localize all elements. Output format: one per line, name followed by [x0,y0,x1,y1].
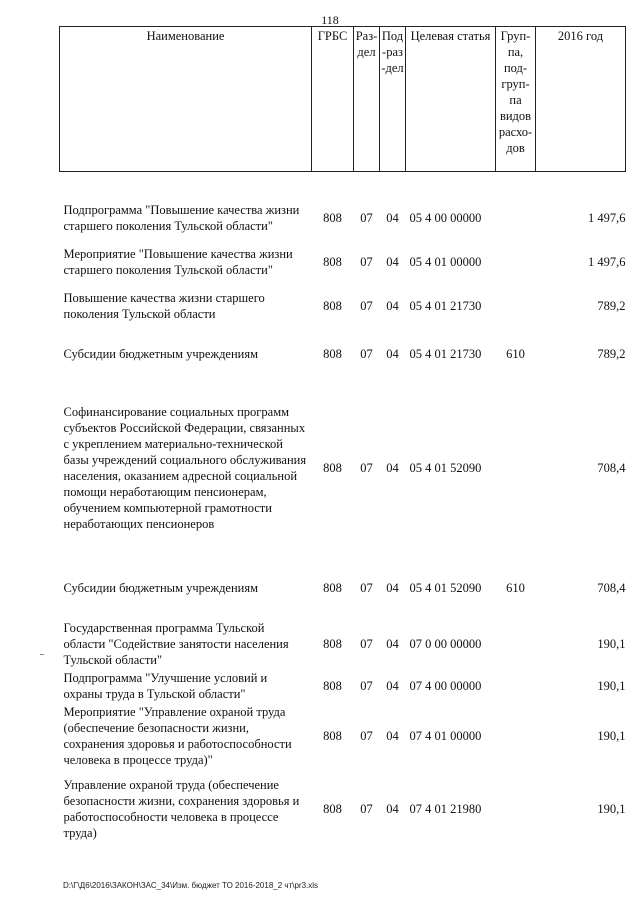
budget-table [59,26,626,848]
row-celevaya: 05 4 01 21730 [409,299,482,313]
row-gruppa [496,194,536,242]
row-gruppa [496,378,536,558]
row-podrazdel: 04 [386,581,399,595]
row-amount: 190,1 [597,679,626,693]
row-podrazdel: 04 [386,802,399,816]
row-grbs: 808 [323,581,342,595]
row-name: Подпрограмма "Улучшение условий и охраны труда в Тульской области" [63,671,268,701]
row-podrazdel: 04 [386,211,399,225]
table-row [60,330,626,378]
header-grbs: ГРБС [312,27,354,172]
row-podrazdel: 04 [386,461,399,475]
row-grbs: 808 [323,255,342,269]
row-celevaya: 07 4 01 21980 [409,802,482,816]
row-gruppa: 610 [506,581,525,595]
header-razdel: Раз-дел [354,27,380,172]
row-name: Управление охраной труда (обеспечение безопасности жизни, сохранения здоровья и работоспособности человека в процессе труда) [63,778,300,840]
table-row [60,558,626,618]
row-razdel: 07 [360,461,373,475]
row-grbs: 808 [323,802,342,816]
row-amount: 190,1 [597,729,626,743]
row-razdel: 07 [360,802,373,816]
row-grbs: 808 [323,729,342,743]
row-podrazdel: 04 [386,679,399,693]
row-celevaya: 05 4 01 00000 [409,255,482,269]
row-amount: 789,2 [597,299,626,313]
row-name: Субсидии бюджетным учреждениям [63,581,259,595]
row-amount: 190,1 [597,637,626,651]
row-amount: 1 497,6 [588,255,626,269]
page-number: 118 [321,13,339,27]
row-amount: 1 497,6 [588,211,626,225]
table-row [60,378,626,558]
row-grbs: 808 [323,299,342,313]
row-grbs: 808 [323,211,342,225]
row-razdel: 07 [360,255,373,269]
header-year: 2016 год [536,27,626,172]
row-podrazdel: 04 [386,255,399,269]
row-razdel: 07 [360,211,373,225]
row-razdel: 07 [360,729,373,743]
table-row [60,194,626,242]
row-grbs: 808 [323,637,342,651]
row-celevaya: 05 4 01 52090 [409,581,482,595]
row-name: Мероприятие "Повышение качества жизни старшего поколения Тульской области" [63,247,293,277]
table-row [60,670,626,702]
row-gruppa: 610 [506,347,525,361]
row-podrazdel: 04 [386,299,399,313]
table-row [60,242,626,282]
header-gruppa: Груп-па, под-груп-па видов расхо-дов [496,27,536,172]
row-celevaya: 07 4 01 00000 [409,729,482,743]
row-celevaya: 07 0 00 00000 [409,637,482,651]
row-gruppa [496,282,536,330]
row-name: Повышение качества жизни старшего поколения Тульской области [63,291,265,321]
row-amount: 708,4 [597,581,626,595]
table-body [60,172,626,849]
row-gruppa [496,618,536,670]
row-name: Софинансирование социальных программ субъектов Российской Федерации, связанных с укреплением материально-технической базы учреждений социального обслуживания населения, оказанием адресной социальной помощи неработающим пенсионерам, обучением компьютерной грамотности неработающих пенсионеров [63,405,307,531]
row-gruppa [496,702,536,770]
table-row [60,702,626,770]
row-amount: 708,4 [597,461,626,475]
row-razdel: 07 [360,347,373,361]
row-gruppa [496,242,536,282]
row-name: Подпрограмма "Повышение качества жизни старшего поколения Тульской области" [63,203,300,233]
row-celevaya: 05 4 01 21730 [409,347,482,361]
row-celevaya: 05 4 01 52090 [409,461,482,475]
row-celevaya: 05 4 00 00000 [409,211,482,225]
row-name: Мероприятие "Управление охраной труда (обеспечение безопасности жизни, сохранения здоровья и работоспособности человека в процессе труда)" [63,705,292,767]
table-row [60,618,626,670]
scan-mark [40,654,44,655]
row-razdel: 07 [360,299,373,313]
row-razdel: 07 [360,679,373,693]
row-grbs: 808 [323,461,342,475]
row-name: Субсидии бюджетным учреждениям [63,347,259,361]
table-header-row [60,27,626,172]
row-grbs: 808 [323,679,342,693]
row-amount: 190,1 [597,802,626,816]
row-podrazdel: 04 [386,729,399,743]
table-row [60,770,626,848]
file-path-footer: D:\Г\Д6\2016\ЗАКОН\ЗАС_34\Изм. бюджет ТО 2016-2018_2 чт\pr3.xls [63,881,319,890]
row-grbs: 808 [323,347,342,361]
header-name: Наименование [60,27,312,172]
header-celevaya: Целевая статья [406,27,496,172]
row-podrazdel: 04 [386,637,399,651]
row-razdel: 07 [360,637,373,651]
header-podrazdel: Под-раз-дел [380,27,406,172]
row-name: Государственная программа Тульской области "Содействие занятости населения Тульской области" [63,621,289,667]
row-gruppa [496,670,536,702]
row-gruppa [496,770,536,848]
row-amount: 789,2 [597,347,626,361]
row-celevaya: 07 4 00 00000 [409,679,482,693]
row-podrazdel: 04 [386,347,399,361]
row-razdel: 07 [360,581,373,595]
table-row [60,282,626,330]
